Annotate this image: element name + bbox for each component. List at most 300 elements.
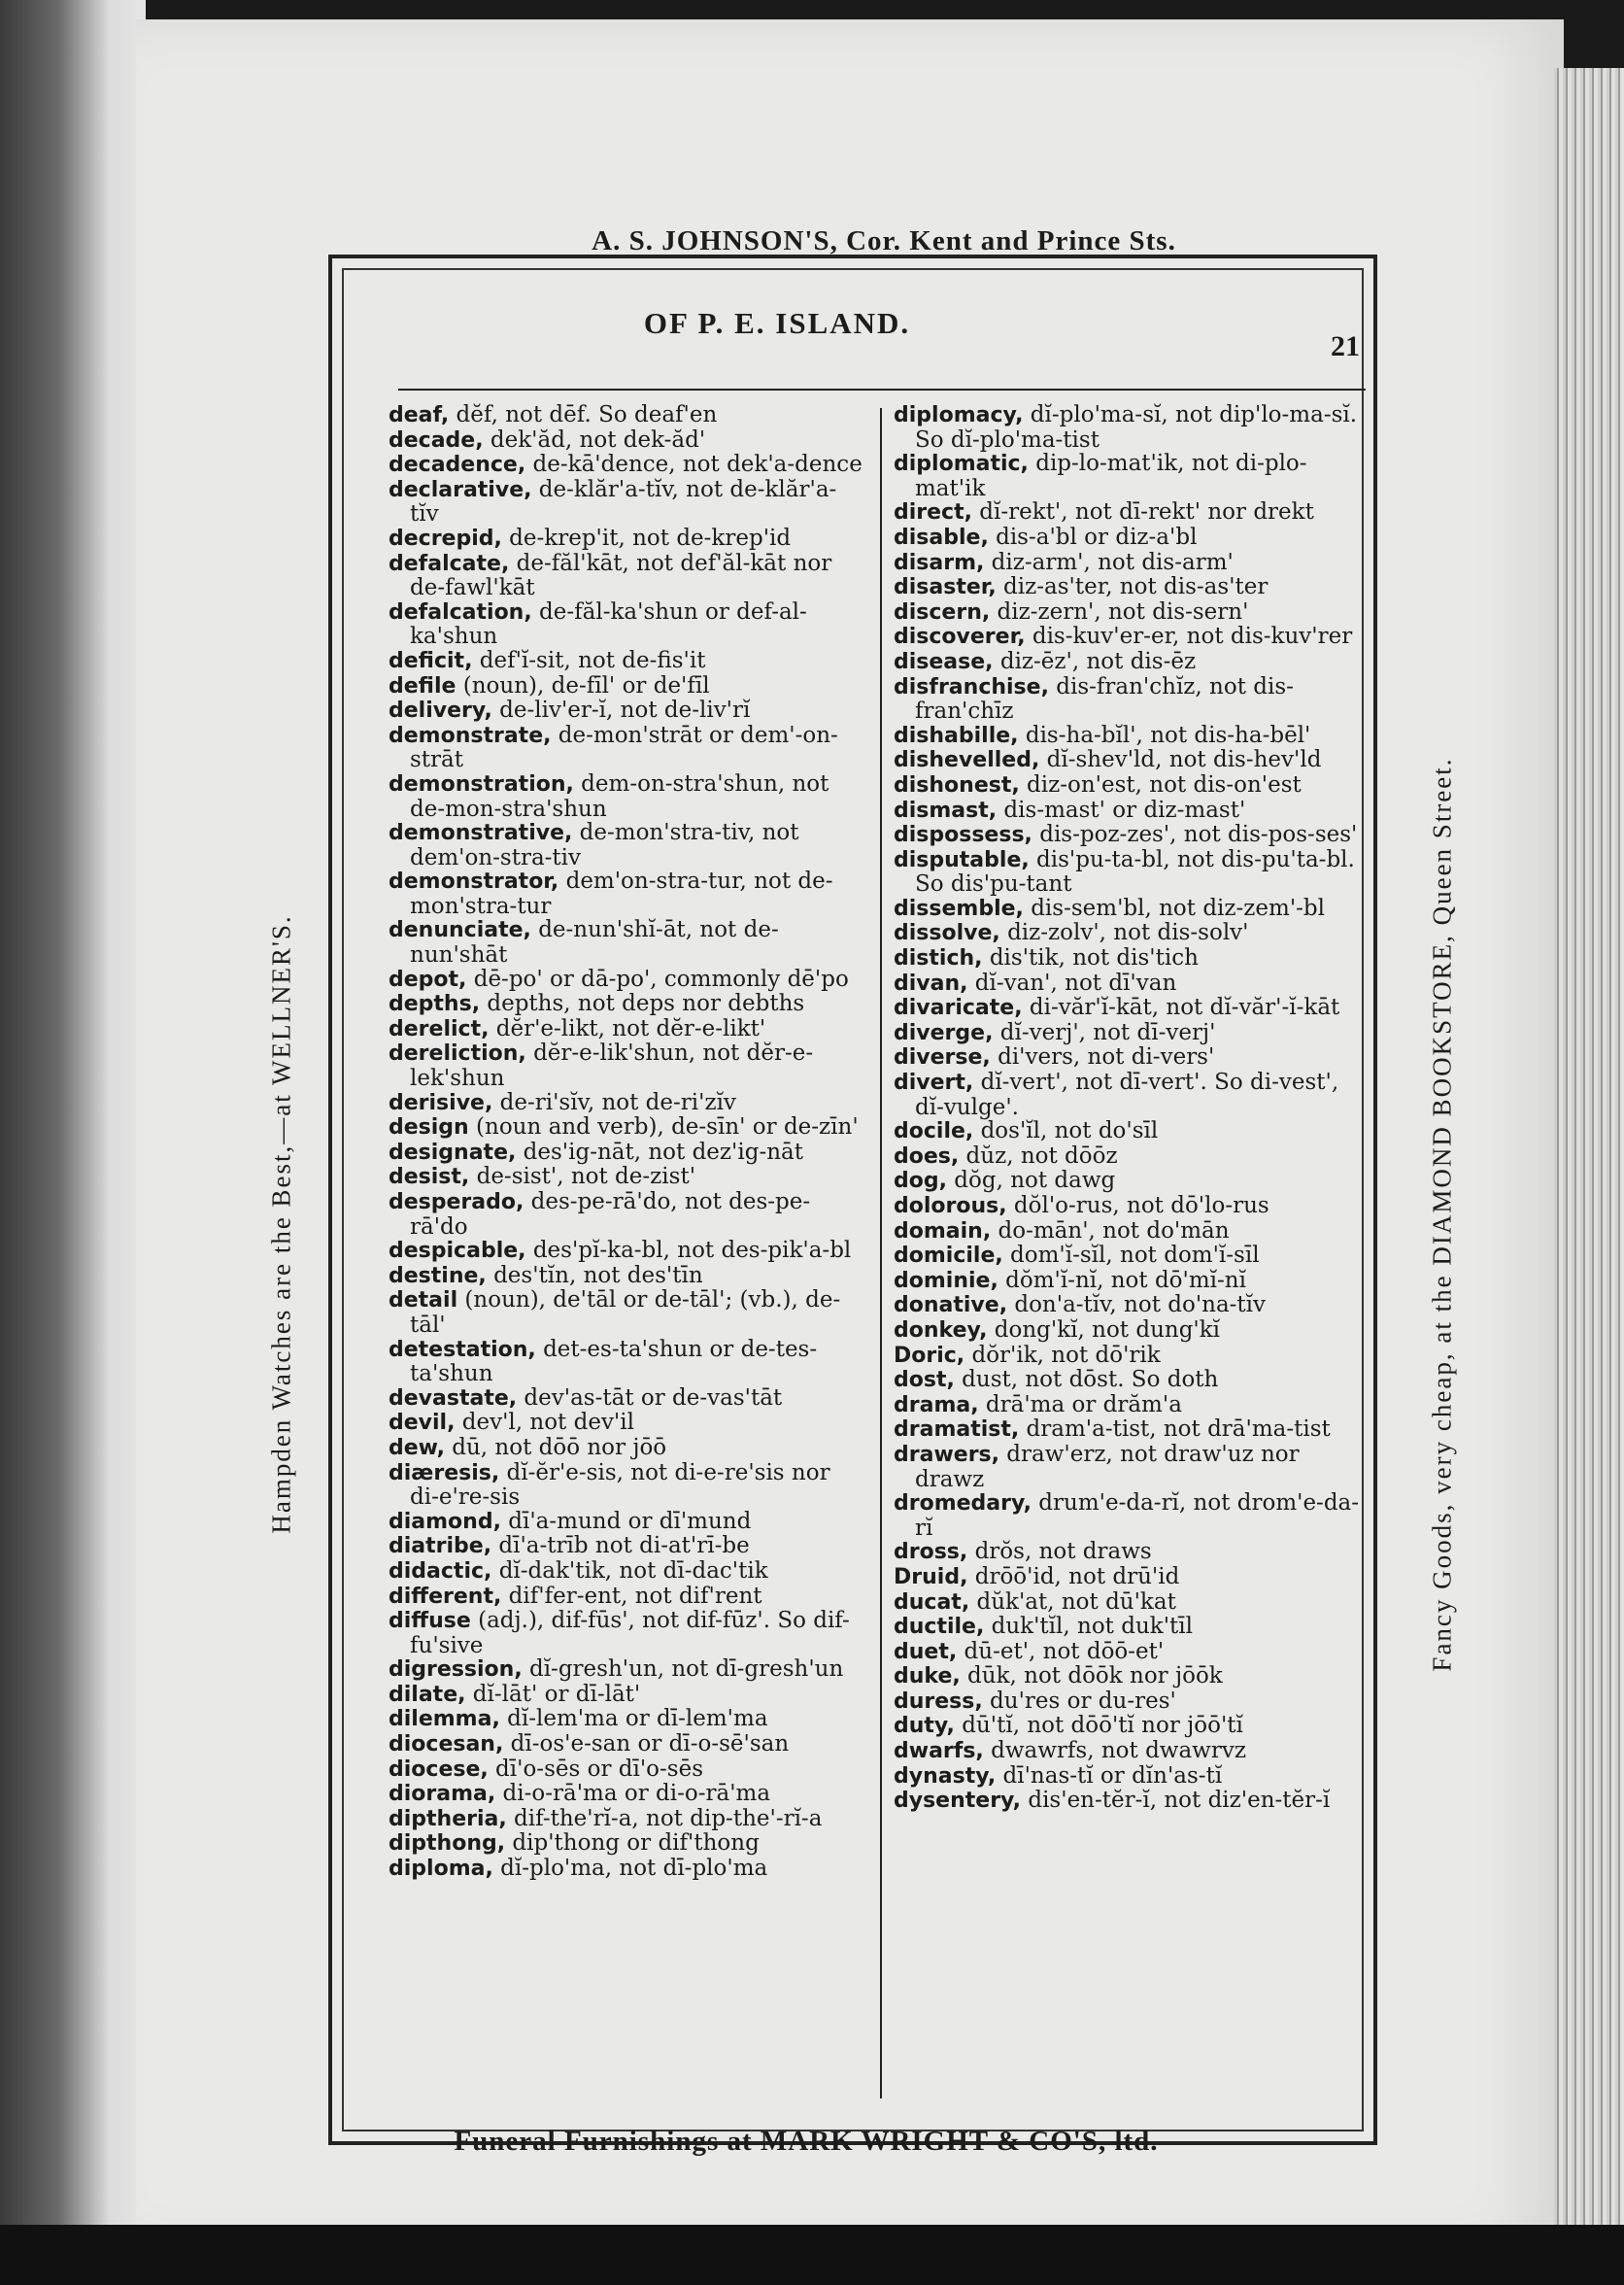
entry-pronunciation: dŭk'at, not dū'kat <box>969 1588 1176 1615</box>
dictionary-entry <box>894 1119 1360 1144</box>
entry-pronunciation: dis'en-tĕr-ĭ, not diz'en-tĕr-ĭ <box>1021 1788 1331 1814</box>
entry-pronunciation: de-nun'shĭ-āt, not de-nun'shāt <box>410 917 779 969</box>
entry-pronunciation: de-mon'stra-tiv, not dem'on-stra-tiv <box>410 820 799 870</box>
entry-headword: does, <box>894 1143 960 1169</box>
entry-pronunciation: dū, not dōō nor jōō <box>444 1434 667 1460</box>
entry-headword: diverse, <box>894 1045 991 1071</box>
dictionary-entry <box>389 1609 864 1657</box>
dictionary-entry <box>389 527 864 552</box>
dictionary-entry <box>389 1017 864 1042</box>
entry-pronunciation: drōō'id, not drū'id <box>967 1563 1180 1589</box>
entry-pronunciation: dĭ-ĕr'e-sis, not di-e-re'sis nor di-e're-sis <box>410 1459 830 1511</box>
dictionary-entry <box>389 1707 864 1732</box>
left-margin-advertisement: Hampden Watches are the Best,—at WELLNER'S. <box>266 914 296 1534</box>
entry-pronunciation: (noun and verb), de-sīn' or de-zīn' <box>468 1114 859 1141</box>
dictionary-entry <box>894 600 1360 626</box>
entry-pronunciation: dis-sem'bl, not diz-zem'-bl <box>1023 895 1325 921</box>
entry-headword: diatribe, <box>389 1534 492 1559</box>
entry-headword: dissolve, <box>894 921 1000 946</box>
entry-pronunciation: dŏl'o-rus, not dō'lo-rus <box>1006 1193 1269 1218</box>
entry-headword: diverge, <box>894 1020 994 1045</box>
entry-headword: dynasty, <box>894 1763 997 1789</box>
entry-pronunciation: drā'ma or drăm'a <box>978 1391 1182 1417</box>
dictionary-entry <box>389 821 864 870</box>
entry-headword: defalcate, <box>389 551 510 576</box>
dictionary-entry <box>389 600 864 649</box>
entry-headword: dissemble, <box>894 896 1024 921</box>
dictionary-entry <box>894 823 1360 848</box>
dictionary-entry <box>894 1045 1360 1071</box>
entry-pronunciation: dip'thong or dif'thong <box>505 1830 760 1857</box>
dictionary-entry <box>389 1141 864 1166</box>
entry-pronunciation: dū'tĭ, not dōō'tĭ nor jōō'tĭ <box>954 1713 1243 1739</box>
entry-headword: depot, <box>389 967 467 992</box>
entry-headword: dross, <box>894 1540 968 1565</box>
entry-headword: dominie, <box>894 1268 998 1293</box>
entry-pronunciation: de-liv'er-ĭ, not de-liv'rĭ <box>491 698 751 724</box>
entry-headword: destine, <box>389 1263 487 1288</box>
dictionary-entry <box>389 1165 864 1190</box>
entry-pronunciation: dĭ-gresh'un, not dī-gresh'un <box>522 1656 844 1683</box>
entry-headword: disfranchise, <box>894 674 1049 699</box>
dictionary-entry <box>389 1683 864 1708</box>
entry-pronunciation: dē-po' or dā-po', commonly dē'po <box>466 966 849 992</box>
entry-headword: dishonest, <box>894 772 1020 798</box>
entry-headword: delivery, <box>389 699 492 724</box>
entry-headword: dismast, <box>894 798 998 823</box>
entry-headword: demonstrate, <box>389 723 552 748</box>
dictionary-entry <box>894 625 1360 650</box>
entry-headword: detail <box>389 1288 458 1313</box>
entry-headword: dramatist, <box>894 1417 1020 1443</box>
entry-pronunciation: dĭ-shev'ld, not dis-hev'ld <box>1039 747 1322 773</box>
entry-headword: dilemma, <box>389 1707 500 1732</box>
entry-headword: devastate, <box>389 1385 518 1411</box>
dictionary-entry <box>389 453 864 478</box>
dictionary-entry <box>894 1491 1360 1540</box>
dictionary-entry <box>389 1190 864 1239</box>
entry-headword: decadence, <box>389 453 526 478</box>
entry-pronunciation: dŏg, not dawg <box>946 1168 1116 1194</box>
dictionary-entry <box>389 478 864 527</box>
entry-pronunciation: diz-zolv', not dis-solv' <box>999 920 1249 946</box>
entry-pronunciation: de-făl-ka'shun or def-al-ka'shun <box>410 598 807 650</box>
entry-pronunciation: dis-fran'chĭz, not dis-fran'chīz <box>915 673 1294 725</box>
entry-headword: desist, <box>389 1165 470 1190</box>
entry-headword: diffuse <box>389 1609 471 1634</box>
dictionary-entry <box>389 699 864 724</box>
dictionary-entry <box>389 968 864 993</box>
entry-pronunciation: dust, not dōst. So doth <box>954 1367 1219 1393</box>
entry-pronunciation: de-ri'sĭv, not de-ri'zĭv <box>492 1089 736 1115</box>
dictionary-entry <box>894 675 1360 724</box>
entry-headword: dysentery, <box>894 1789 1022 1814</box>
entry-headword: defalcation, <box>389 599 532 625</box>
dictionary-entry <box>894 1417 1360 1443</box>
dictionary-entry <box>894 1640 1360 1665</box>
dictionary-entry <box>894 1714 1360 1739</box>
dictionary-entry <box>389 428 864 454</box>
entry-headword: dereliction, <box>389 1041 526 1067</box>
page-edges <box>1554 68 1624 2285</box>
entry-pronunciation: dī'a-trīb not di-at'rī-be <box>491 1533 750 1559</box>
dictionary-entry <box>389 1115 864 1141</box>
entry-headword: despicable, <box>389 1239 526 1264</box>
entry-headword: diplomatic, <box>894 452 1029 477</box>
entry-pronunciation: dĭ-vert', not dī-vert'. So di-vest', dĭ-vulge'. <box>915 1070 1339 1120</box>
entry-pronunciation: (noun), de-fīl' or de'fīl <box>456 672 710 699</box>
dictionary-entry <box>389 992 864 1017</box>
dictionary-entry <box>894 1689 1360 1715</box>
dictionary-entry <box>389 674 864 699</box>
entry-headword: disarm, <box>894 550 985 575</box>
dictionary-entry <box>389 403 864 428</box>
dictionary-entry <box>894 946 1360 972</box>
dictionary-entry <box>389 1510 864 1535</box>
dictionary-entry <box>894 972 1360 997</box>
entry-pronunciation: dif-the'rĭ-a, not dip-the'-rĭ-a <box>506 1805 823 1831</box>
dictionary-entry <box>389 870 864 918</box>
entry-pronunciation: dŭz, not dōōz <box>959 1142 1118 1169</box>
entry-headword: desperado, <box>389 1190 524 1214</box>
entry-headword: divan, <box>894 971 968 996</box>
entry-pronunciation: dĭ-plo'ma-sĭ, not dip'lo-ma-sĭ. So dĭ-plo'ma-tist <box>915 402 1358 453</box>
dictionary-entry <box>894 1344 1360 1369</box>
dictionary-entry <box>894 1071 1360 1119</box>
entry-pronunciation: dūk, not dōōk nor jōōk <box>960 1663 1223 1689</box>
entry-pronunciation: diz-as'ter, not dis-as'ter <box>996 574 1269 600</box>
entry-headword: different, <box>389 1584 502 1609</box>
dictionary-entry <box>894 748 1360 773</box>
entry-headword: declarative, <box>389 477 532 502</box>
entry-pronunciation: don'a-tĭv, not do'na-tĭv <box>1007 1292 1267 1318</box>
entry-pronunciation: drum'e-da-rĭ, not drom'e-da-rĭ <box>915 1490 1360 1541</box>
dictionary-entry <box>389 1534 864 1559</box>
entry-pronunciation: dĭ-dak'tik, not dī-dac'tik <box>491 1557 768 1584</box>
entry-pronunciation: duk'tĭl, not duk'tīl <box>984 1614 1193 1640</box>
entry-pronunciation: dĕr'e-likt, not dĕr-e-likt' <box>489 1015 766 1041</box>
page-title: OF P. E. ISLAND. <box>643 306 911 340</box>
entry-pronunciation: diz-ēz', not dis-ēz <box>993 648 1197 674</box>
entry-pronunciation: diz-arm', not dis-arm' <box>984 549 1234 575</box>
dictionary-entry <box>389 1288 864 1337</box>
dictionary-entry <box>894 773 1360 799</box>
entry-pronunciation: des-pe-rā'do, not des-pe-rā'do <box>410 1189 811 1240</box>
entry-pronunciation: (noun), de'tāl or de-tāl'; (vb.), de-tāl' <box>410 1287 841 1338</box>
dictionary-entry <box>389 1657 864 1683</box>
entry-pronunciation: draw'erz, not draw'uz nor drawz <box>915 1441 1300 1492</box>
entry-headword: dolorous, <box>894 1194 1007 1218</box>
dictionary-entry <box>389 1831 864 1857</box>
dictionary-entry <box>389 772 864 821</box>
entry-headword: didactic, <box>389 1558 492 1584</box>
entry-headword: demonstrator, <box>389 870 559 895</box>
entry-pronunciation: du'res or du-res' <box>982 1688 1176 1714</box>
entry-pronunciation: depths, not deps nor debths <box>480 991 805 1017</box>
dictionary-entry <box>894 724 1360 749</box>
entry-pronunciation: des'ig-nāt, not dez'ig-nāt <box>516 1139 803 1165</box>
entry-headword: dog, <box>894 1169 947 1194</box>
entry-headword: derisive, <box>389 1090 493 1115</box>
entry-headword: dilate, <box>389 1682 466 1707</box>
dictionary-entry <box>894 1293 1360 1318</box>
dictionary-entry <box>894 1194 1360 1219</box>
entry-pronunciation: dip-lo-mat'ik, not di-plo-mat'ik <box>915 451 1307 501</box>
right-margin-advertisement: Fancy Goods, very cheap, at the DIAMOND BOOKSTORE, Queen Street. <box>1427 757 1457 1672</box>
entry-headword: discern, <box>894 599 991 625</box>
entry-pronunciation: dis-a'bl or diz-a'bl <box>988 524 1198 550</box>
entry-headword: digression, <box>389 1657 523 1683</box>
dictionary-entry <box>389 1386 864 1412</box>
dictionary-entry <box>389 1091 864 1116</box>
dictionary-entry <box>894 1368 1360 1393</box>
dictionary-entry <box>389 1757 864 1783</box>
entry-headword: diplomacy, <box>894 403 1024 427</box>
entry-headword: dost, <box>894 1368 955 1393</box>
dictionary-entry <box>894 1615 1360 1640</box>
entry-headword: diocese, <box>389 1756 489 1782</box>
entry-pronunciation: diz-on'est, not dis-on'est <box>1019 771 1302 798</box>
entry-headword: demonstration, <box>389 771 574 797</box>
dictionary-entry <box>894 1764 1360 1790</box>
entry-pronunciation: dū-et', not dōō-et' <box>957 1638 1165 1664</box>
entry-headword: divaricate, <box>894 996 1023 1021</box>
entry-headword: designate, <box>389 1140 517 1165</box>
entry-pronunciation: dem'on-stra-tur, not de-mon'stra-tur <box>410 869 833 919</box>
entry-pronunciation: dĭ-plo'ma, not dī-plo'ma <box>492 1856 768 1882</box>
entry-pronunciation: drŏs, not draws <box>967 1539 1152 1565</box>
dictionary-entry <box>894 1393 1360 1418</box>
dictionary-entry <box>894 650 1360 675</box>
entry-headword: diæresis, <box>389 1460 500 1485</box>
entry-headword: denunciate, <box>389 918 531 943</box>
entry-pronunciation: dem-on-stra'shun, not de-mon-stra'shun <box>410 770 829 822</box>
entry-pronunciation: dī'a-mund or dī'mund <box>500 1508 752 1534</box>
footer-advertisement: Funeral Furnishings at MARK WRIGHT & CO'S, ltd. <box>454 2126 1159 2157</box>
entry-headword: disputable, <box>894 847 1030 872</box>
dictionary-entry <box>894 1318 1360 1344</box>
header-rule <box>398 389 1366 391</box>
entry-pronunciation: dĕr-e-lik'shun, not dĕr-e-lek'shun <box>410 1040 814 1092</box>
entry-pronunciation: dī-os'e-san or dī-o-sē'san <box>503 1731 790 1757</box>
dictionary-entry <box>389 1264 864 1289</box>
entry-pronunciation: det-es-ta'shun or de-tes-ta'shun <box>410 1336 818 1387</box>
right-column <box>894 403 1360 1814</box>
entry-headword: diamond, <box>389 1509 501 1534</box>
entry-headword: dipthong, <box>389 1831 506 1857</box>
dictionary-entry <box>894 1021 1360 1046</box>
entry-pronunciation: dŏr'ik, not dō'rik <box>964 1342 1161 1368</box>
entry-pronunciation: di-o-rā'ma or di-o-rā'ma <box>495 1781 771 1807</box>
entry-pronunciation: dif'fer-ent, not dif'rent <box>501 1583 762 1609</box>
entry-headword: donative, <box>894 1293 1008 1318</box>
entry-pronunciation: dĭ-verj', not dī-verj' <box>993 1019 1216 1045</box>
dictionary-entry <box>389 1436 864 1461</box>
entry-headword: divert, <box>894 1071 974 1096</box>
entry-pronunciation: di-văr'ĭ-kāt, not dĭ-văr'-ĭ-kāt <box>1022 995 1340 1021</box>
entry-headword: diptheria, <box>389 1806 507 1831</box>
entry-pronunciation: dong'kĭ, not dung'kĭ <box>987 1316 1221 1343</box>
dictionary-entry <box>894 1219 1360 1245</box>
entry-headword: decade, <box>389 427 484 453</box>
entry-pronunciation: dis-kuv'er-er, not dis-kuv'rer <box>1025 624 1353 650</box>
entry-pronunciation: de-klăr'a-tĭv, not de-klăr'a-tĭv <box>410 476 837 528</box>
entry-pronunciation: def'ĭ-sit, not de-fis'it <box>472 647 706 673</box>
dictionary-entry <box>894 848 1360 897</box>
entry-pronunciation: des'tĭn, not des'tīn <box>486 1262 703 1288</box>
entry-headword: duty, <box>894 1714 955 1739</box>
entry-headword: devil, <box>389 1411 456 1436</box>
dictionary-entry <box>894 1590 1360 1616</box>
dictionary-entry <box>389 918 864 967</box>
entry-headword: defile <box>389 673 457 699</box>
entry-pronunciation: dram'a-tist, not drā'ma-tist <box>1019 1416 1331 1443</box>
entry-pronunciation: dis-mast' or diz-mast' <box>997 797 1246 823</box>
entry-pronunciation: de-mon'strāt or dem'-on-strāt <box>410 722 838 773</box>
entry-pronunciation: do-mān', not do'mān <box>991 1217 1230 1244</box>
entry-headword: discoverer, <box>894 625 1026 650</box>
dictionary-entry <box>389 724 864 772</box>
entry-headword: duress, <box>894 1688 983 1714</box>
dictionary-entry <box>389 1732 864 1757</box>
dictionary-entry <box>894 996 1360 1021</box>
entry-headword: distich, <box>894 946 983 972</box>
entry-pronunciation: dos'ĭl, not do'sīl <box>973 1118 1159 1144</box>
entry-headword: disable, <box>894 525 989 550</box>
dictionary-entry <box>894 526 1360 551</box>
entry-headword: design <box>389 1115 469 1141</box>
background-bottom <box>0 2225 1624 2285</box>
entry-pronunciation: dĭ-lāt' or dī-lāt' <box>465 1681 641 1707</box>
entry-pronunciation: dŏm'ĭ-nĭ, not dō'mĭ-nĭ <box>998 1267 1246 1293</box>
entry-headword: docile, <box>894 1119 974 1144</box>
entry-headword: domain, <box>894 1218 992 1244</box>
entry-pronunciation: de-kā'dence, not dek'a-dence <box>525 452 863 478</box>
page-number: 21 <box>1331 330 1360 362</box>
dictionary-entry <box>894 1565 1360 1590</box>
entry-headword: dispossess, <box>894 823 1032 848</box>
entry-pronunciation: dis'pu-ta-bl, not dis-pu'ta-bl. So dis'pu-tant <box>915 846 1355 898</box>
entry-headword: diorama, <box>389 1782 496 1807</box>
entry-pronunciation: dĭ-rekt', not dī-rekt' nor drekt <box>971 499 1314 526</box>
entry-headword: direct, <box>894 500 972 526</box>
entry-headword: diploma, <box>389 1857 493 1882</box>
header-advertisement: A. S. JOHNSON'S, Cor. Kent and Prince Sts. <box>592 225 1176 256</box>
dictionary-entry <box>894 1244 1360 1269</box>
entry-headword: Doric, <box>894 1343 965 1368</box>
dictionary-entry <box>894 1789 1360 1814</box>
entry-headword: deaf, <box>389 403 450 427</box>
entry-headword: disease, <box>894 649 994 674</box>
dictionary-entry <box>389 1338 864 1386</box>
dictionary-entry <box>894 551 1360 576</box>
column-divider <box>880 408 882 2098</box>
entry-pronunciation: dis'tik, not dis'tich <box>982 945 1199 972</box>
dictionary-entry <box>894 897 1360 922</box>
entry-headword: domicile, <box>894 1244 1003 1269</box>
entry-headword: duke, <box>894 1664 961 1689</box>
dictionary-entry <box>389 649 864 674</box>
entry-headword: dishevelled, <box>894 748 1040 773</box>
entry-headword: derelict, <box>389 1016 490 1041</box>
dictionary-entry <box>894 1739 1360 1764</box>
entry-headword: ducat, <box>894 1589 970 1615</box>
entry-pronunciation: dĭ-lem'ma or dī-lem'ma <box>499 1706 768 1732</box>
entry-pronunciation: diz-zern', not dis-sern' <box>990 598 1249 625</box>
entry-pronunciation: dĭ-van', not dī'van <box>967 970 1177 996</box>
dictionary-entry <box>894 1144 1360 1170</box>
entry-headword: dromedary, <box>894 1491 1032 1517</box>
entry-pronunciation: de-sist', not de-zist' <box>469 1164 696 1190</box>
dictionary-entry <box>389 1461 864 1510</box>
entry-headword: ductile, <box>894 1615 985 1640</box>
dictionary-entry <box>894 452 1360 500</box>
entry-pronunciation: de-krep'it, not de-krep'id <box>501 525 792 551</box>
dictionary-entry <box>389 1041 864 1090</box>
entry-headword: dew, <box>389 1435 445 1460</box>
entry-pronunciation: dek'ăd, not dek-ăd' <box>483 426 706 453</box>
dictionary-entry <box>389 1782 864 1807</box>
dictionary-entry <box>389 1239 864 1264</box>
left-column <box>389 403 864 1882</box>
dictionary-entry <box>389 1807 864 1832</box>
entry-pronunciation: dis-ha-bĭl', not dis-ha-bēl' <box>1018 722 1311 748</box>
dictionary-entry <box>389 1585 864 1610</box>
dictionary-entry <box>894 1664 1360 1689</box>
entry-pronunciation: dom'ĭ-sĭl, not dom'ĭ-sīl <box>1002 1243 1260 1269</box>
dictionary-entry <box>894 500 1360 526</box>
entry-headword: donkey, <box>894 1317 988 1343</box>
entry-pronunciation: dev'as-tāt or de-vas'tāt <box>517 1384 783 1411</box>
dictionary-entry <box>894 575 1360 600</box>
entry-pronunciation: des'pĭ-ka-bl, not des-pik'a-bl <box>525 1238 852 1264</box>
dictionary-entry <box>894 921 1360 946</box>
entry-headword: decrepid, <box>389 526 502 551</box>
entry-pronunciation: dī'nas-tĭ or dĭn'as-tĭ <box>996 1762 1223 1789</box>
entry-pronunciation: (adj.), dif-fūs', not dif-fūz'. So dif-fu'sive <box>410 1608 850 1658</box>
entry-headword: deficit, <box>389 648 473 673</box>
dictionary-entry <box>894 1269 1360 1294</box>
dictionary-entry <box>389 1559 864 1585</box>
entry-headword: depths, <box>389 992 481 1017</box>
dictionary-entry <box>389 552 864 600</box>
entry-headword: demonstrative, <box>389 821 573 846</box>
dictionary-entry <box>389 1857 864 1882</box>
entry-headword: diocesan, <box>389 1732 504 1757</box>
entry-headword: disaster, <box>894 575 997 600</box>
entry-pronunciation: dwawrfs, not dwawrvz <box>983 1738 1246 1764</box>
entry-headword: Druid, <box>894 1564 968 1589</box>
dictionary-entry <box>894 1443 1360 1491</box>
entry-pronunciation: dī'o-sēs or dī'o-sēs <box>488 1756 704 1782</box>
entry-pronunciation: de-făl'kāt, not def'ăl-kāt nor de-fawl'kāt <box>410 550 832 601</box>
entry-headword: duet, <box>894 1639 958 1664</box>
dictionary-entry <box>894 1540 1360 1565</box>
dictionary-entry <box>894 403 1360 452</box>
dictionary-entry <box>894 799 1360 824</box>
dictionary-entry <box>894 1169 1360 1194</box>
entry-headword: detestation, <box>389 1337 536 1362</box>
entry-pronunciation: dĕf, not dēf. So deaf'en <box>449 402 718 427</box>
entry-headword: dishabille, <box>894 723 1019 748</box>
book-spine-shadow <box>0 0 146 2285</box>
entry-pronunciation: dev'l, not dev'il <box>455 1410 634 1436</box>
entry-headword: drama, <box>894 1392 979 1417</box>
entry-headword: dwarfs, <box>894 1739 984 1764</box>
dictionary-entry <box>389 1411 864 1436</box>
entry-headword: drawers, <box>894 1442 999 1467</box>
entry-pronunciation: di'vers, not di-vers' <box>990 1044 1215 1071</box>
